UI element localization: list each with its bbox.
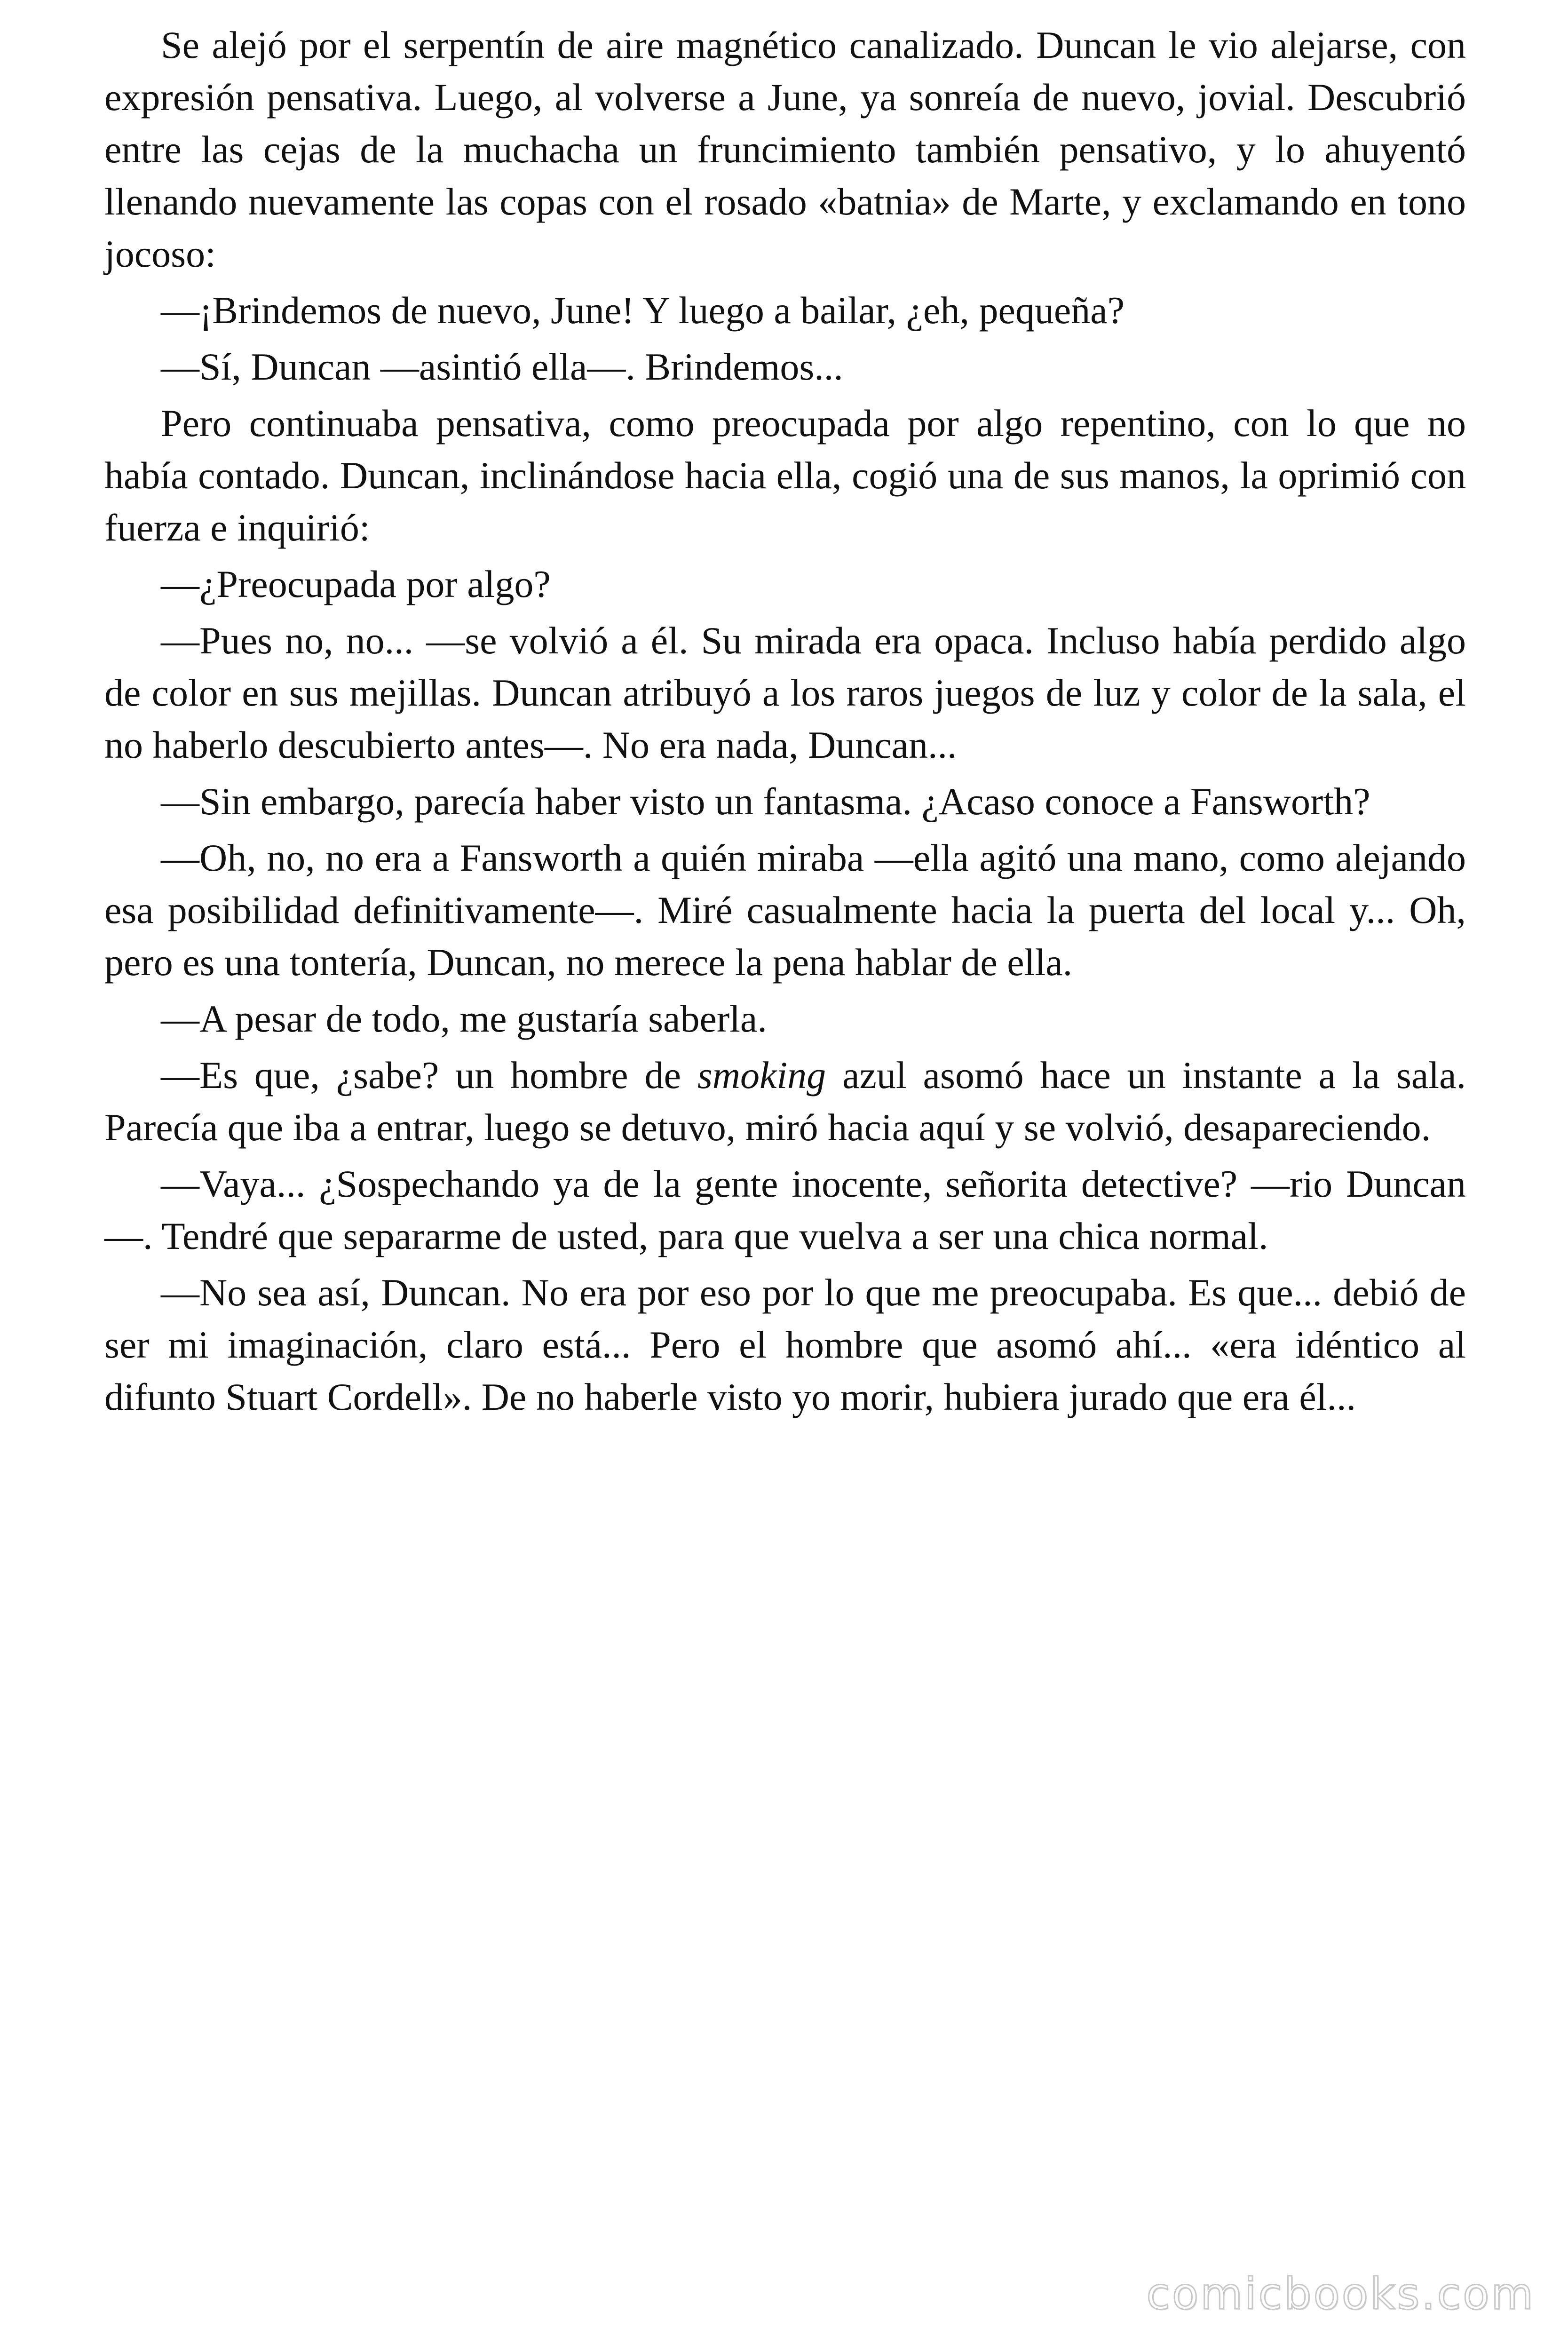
paragraph: Se alejó por el serpentín de aire magnético canalizado. Duncan le vio alejarse, con expresión pensativa. Luego, al volverse a June, ya sonreía de nuevo, jovial. Descubrió entre las cejas de la muchacha un fruncimiento también pensativo, y lo ahuyentó llenando nuevamente las copas con el rosado «batnia» de Marte, y exclamando en tono jocoso: xyxy=(104,24,1466,275)
paragraph: —A pesar de todo, me gustaría saberla. xyxy=(161,997,767,1040)
paragraph: Pero continuaba pensativa, como preocupada por algo repentino, con lo que no había contado. Duncan, inclinándose hacia ella, cogió una de sus manos, la oprimió con fuerza e inquirió: xyxy=(104,402,1466,549)
paragraph: —Oh, no, no era a Fansworth a quién miraba —ella agitó una mano, como alejando esa posibilidad definitivamente—. Miré casualmente hacia la puerta del local y... Oh, pero es una tontería, Duncan, no merece la pena hablar de ella. xyxy=(104,836,1466,984)
paragraph-with-italic xyxy=(104,1049,1466,1153)
paragraph: —Sí, Duncan —asintió ella—. Brindemos... xyxy=(161,345,843,388)
paragraph: —¡Brindemos de nuevo, June! Y luego a bailar, ¿eh, pequeña? xyxy=(161,289,1125,332)
paragraph: —¿Preocupada por algo? xyxy=(161,563,551,605)
paragraph: —No sea así, Duncan. No era por eso por lo que me preocupaba. Es que... debió de ser mi imaginación, claro está... Pero el hombre que asomó ahí... «era idéntico al difunto Stuart Cordell». De no haberle visto yo morir, hubiera jurado que era él... xyxy=(104,1271,1466,1418)
paragraph: —Sin embargo, parecía haber visto un fantasma. ¿Acaso conoce a Fansworth? xyxy=(161,780,1370,823)
italic-word: smoking xyxy=(697,1054,826,1097)
paragraph-text: azul asomó hace un instante a la sala. Parecía que iba a entrar, luego se detuvo, miró hacia aquí y se volvió, desapareciendo. xyxy=(104,1054,1466,1149)
watermark: comicbooks.com xyxy=(1146,2269,1535,2319)
paragraph: —Vaya... ¿Sospechando ya de la gente inocente, señorita detective? —rio Duncan—. Tendré que separarme de usted, para que vuelva a ser una chica normal. xyxy=(104,1162,1466,1257)
paragraph: —Pues no, no... —se volvió a él. Su mirada era opaca. Incluso había perdido algo de color en sus mejillas. Duncan atribuyó a los raros juegos de luz y color de la sala, el no haberlo descubierto antes—. No era nada, Duncan... xyxy=(104,619,1466,766)
paragraph-text: —Es que, ¿sabe? un hombre de xyxy=(161,1054,697,1097)
page-body xyxy=(104,19,1466,1427)
